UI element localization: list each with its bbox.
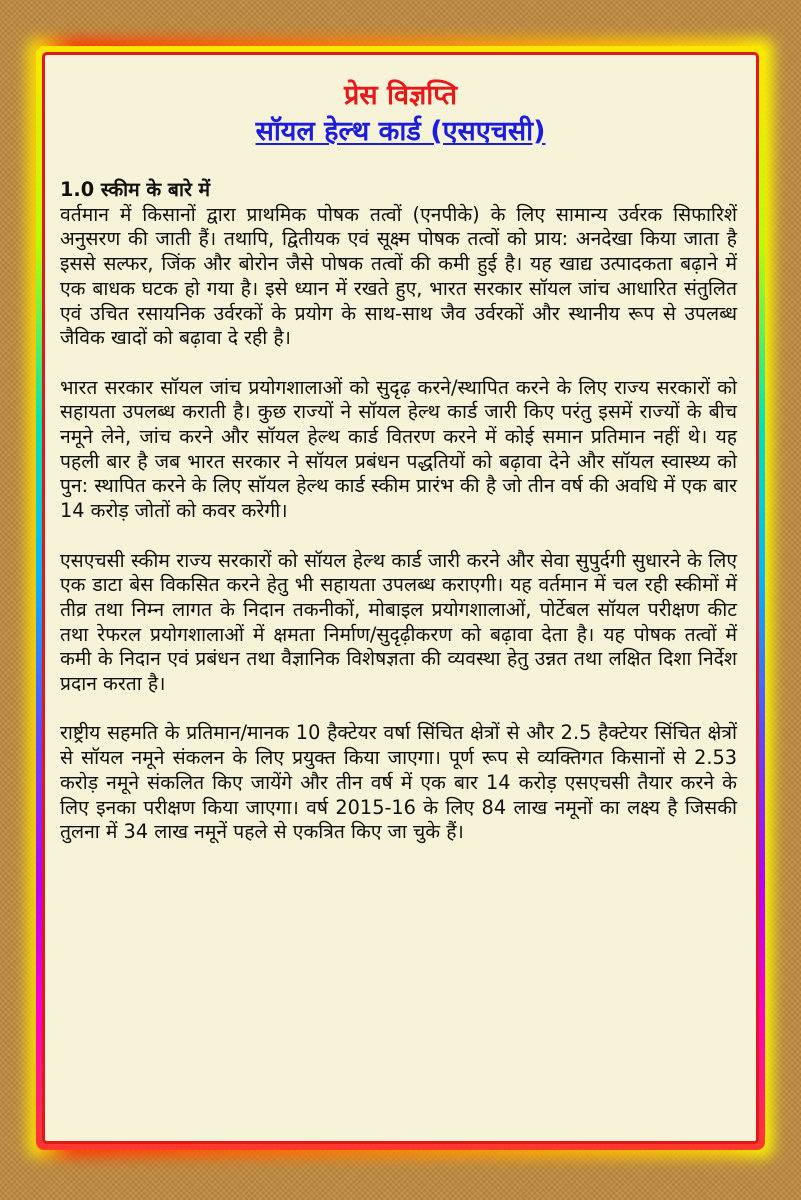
document-panel xyxy=(42,52,759,1144)
paragraph-2: भारत सरकार सॉयल जांच प्रयोगशालाओं को सुदृढ़ करने/स्थापित करने के लिए राज्य सरकारों को सहायता उपलब्ध कराती है। कुछ राज्यों ने सॉयल हेल्थ कार्ड जारी किए परंतु इसमें राज्यों के बीच नमूने लेने, जांच करने और सॉयल हेल्थ कार्ड वितरण करने में कोई समान प्रतिमान नहीं थे। यह पहली बार है जब भारत सरकार ने सॉयल प्रबंधन पद्धतियों को बढ़ावा देने और सॉयल स्वास्थ्य को पुन: स्थापित करने के लिए सॉयल हेल्थ कार्ड स्कीम प्रारंभ की है जो तीन वर्ष की अवधि में एक बार 14 करोड़ जोतों को कवर करेगी। xyxy=(60,375,737,523)
document-body xyxy=(60,178,737,870)
document-subtitle-wrap xyxy=(45,115,756,149)
document-subtitle: सॉयल हेल्थ कार्ड (एसएचसी) xyxy=(255,116,546,147)
paragraph-1: वर्तमान में किसानों द्वारा प्राथमिक पोषक तत्वों (एनपीके) के लिए सामान्य उर्वरक सिफारिशें अनुसरण की जाती हैं। तथापि, द्वितीयक एवं सूक्ष्म पोषक तत्वों को प्राय: अनदेखा किया जाता है इससे सल्फर, जिंक और बोरोन जैसे पोषक तत्वों की कमी हुई है। यह खाद्य उत्पादकता बढ़ाने में एक बाधक घटक हो गया है। इसे ध्यान में रखते हुए, भारत सरकार सॉयल जांच आधारित संतुलित एवं उचित रसायनिक उर्वरकों के प्रयोग के साथ-साथ जैव उर्वरकों और स्थानीय रूप से उपलब्ध जैविक खादों को बढ़ावा दे रही है। xyxy=(60,202,737,350)
section-heading: 1.0 स्कीम के बारे में xyxy=(60,178,211,201)
document-title: प्रेस विज्ञप्ति xyxy=(343,80,458,111)
paragraph-3: एसएचसी स्कीम राज्य सरकारों को सॉयल हेल्थ कार्ड जारी करने और सेवा सुपुर्दगी सुधारने के लिए एक डाटा बेस विकसित करने हेतु भी सहायता उपलब्ध कराएगी। यह वर्तमान में चल रही स्कीमों में तीव्र तथा निम्न लागत के निदान तकनीकों, मोबाइल प्रयोगशालाओं, पोर्टेबल सॉयल परीक्षण कीट तथा रेफरल प्रयोगशालाओं में क्षमता निर्माण/सुदृढ़ीकरण को बढ़ावा देता है। यह पोषक तत्वों में कमी के निदान एवं प्रबंधन तथा वैज्ञानिक विशेषज्ञता की व्यवस्था हेतु उन्नत तथा लक्षित दिशा निर्देश प्रदान करता है। xyxy=(60,548,737,696)
paragraph-4: राष्ट्रीय सहमति के प्रतिमान/मानक 10 हैक्टेयर वर्षा सिंचित क्षेत्रों से और 2.5 हैक्टेयर सिंचित क्षेत्रों से सॉयल नमूने संकलन के लिए प्रयुक्त किया जाएगा। पूर्ण रूप से व्यक्तिगत किसानों से 2.53 करोड़ नमूने संकलित किए जायेंगे और तीन वर्ष में एक बार 14 करोड़ एसएचसी तैयार करने के लिए इनका परीक्षण किया जाएगा। वर्ष 2015-16 के लिए 84 लाख नमूनों का लक्ष्य है जिसकी तुलना में 34 लाख नमूनें पहले से एकत्रित किए जा चुके हैं। xyxy=(60,721,737,844)
